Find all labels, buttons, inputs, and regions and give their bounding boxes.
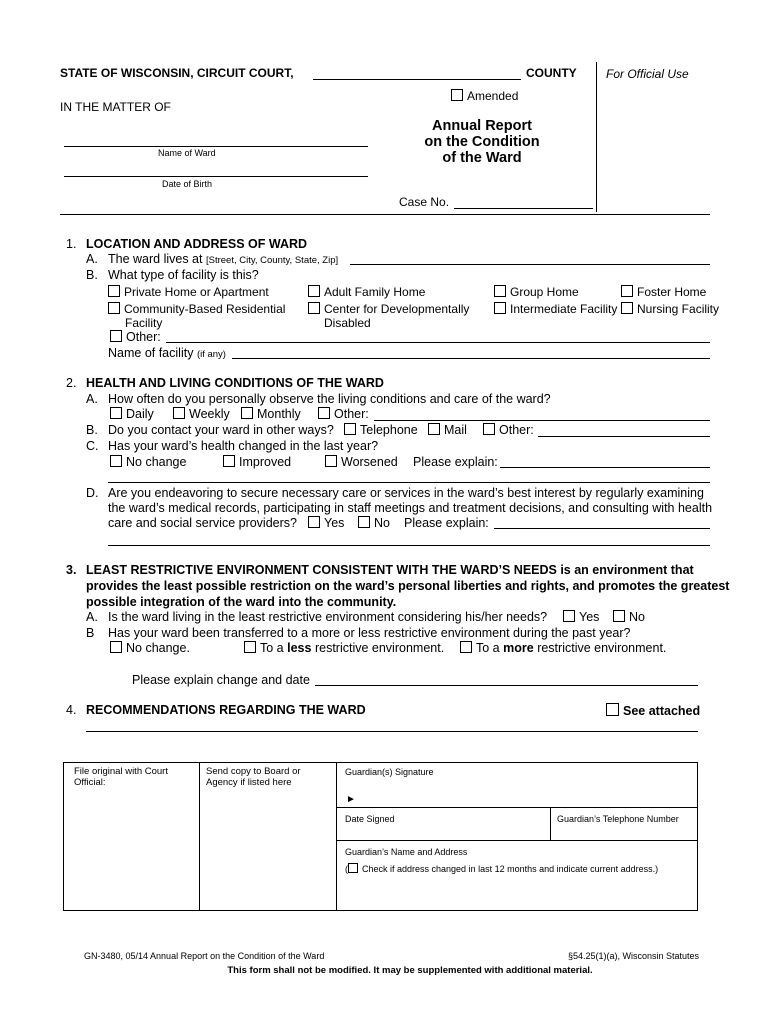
- file-original-label: File original with Court Official:: [74, 766, 168, 788]
- s1-a-row: [108, 252, 338, 266]
- checkbox[interactable]: [308, 285, 320, 297]
- checkbox[interactable]: [494, 302, 506, 314]
- s1-b-text: What type of facility is this?: [108, 268, 259, 282]
- guardian-phone-label[interactable]: Guardian’s Telephone Number: [557, 814, 679, 824]
- address-changed-checkbox[interactable]: [348, 863, 358, 873]
- s1-a-hint: [Street, City, County, State, Zip]: [205, 255, 339, 266]
- s2-c-letter: C.: [86, 439, 99, 453]
- opt-center-dd-line2: Disabled: [324, 316, 371, 330]
- checkbox[interactable]: [110, 641, 122, 653]
- care-explain-line-2[interactable]: [108, 545, 710, 546]
- amended-label: Amended: [467, 89, 519, 103]
- s3-title-line2: provides the least possible restriction on the ward’s personal liberties and rights, and promotes the greatest: [86, 579, 730, 593]
- matter-of-label: IN THE MATTER OF: [60, 100, 171, 114]
- transfer-more[interactable]: [460, 641, 666, 655]
- official-use-divider: [596, 62, 597, 212]
- care-explain-label: Please explain:: [404, 516, 489, 530]
- opt-foster-home[interactable]: [621, 285, 706, 299]
- s3-a-letter: A.: [86, 610, 98, 624]
- health-no-change[interactable]: [110, 455, 186, 469]
- opt-label: Yes: [579, 610, 600, 624]
- sig-divider-3: [550, 807, 551, 840]
- ward-name-line[interactable]: [64, 146, 368, 147]
- checkbox[interactable]: [108, 285, 120, 297]
- s2-d-letter: D.: [86, 486, 99, 500]
- checkbox[interactable]: [494, 285, 506, 297]
- facility-other-line[interactable]: [166, 342, 710, 343]
- explain-change-label: Please explain change and date: [132, 673, 310, 687]
- amended-checkbox-row[interactable]: [451, 89, 518, 103]
- checkbox[interactable]: [621, 302, 633, 314]
- opt-label: No change.: [126, 641, 190, 655]
- form-id: GN-3480, 05/14 Annual Report on the Condition of the Ward: [84, 951, 325, 961]
- checkbox[interactable]: [344, 423, 356, 435]
- care-yes[interactable]: [308, 516, 344, 530]
- s4-title: RECOMMENDATIONS REGARDING THE WARD: [86, 703, 366, 717]
- header-bottom-rule: [60, 214, 710, 215]
- amended-checkbox[interactable]: [451, 89, 463, 101]
- sign-arrow-icon: ►: [346, 794, 356, 805]
- opt-intermediate[interactable]: [494, 302, 617, 316]
- opt-other[interactable]: [110, 330, 161, 344]
- opt-label: Improved: [239, 455, 292, 469]
- explain-change-line[interactable]: [315, 685, 698, 686]
- checkbox[interactable]: [563, 610, 575, 622]
- freq-other-line[interactable]: [374, 420, 710, 421]
- opt-label: No: [374, 516, 390, 530]
- title-line-3: of the Ward: [442, 150, 522, 166]
- care-explain-line[interactable]: [494, 528, 710, 529]
- opt-label: restrictive environment.: [314, 641, 445, 655]
- facility-name-hint: (if any): [196, 349, 226, 360]
- footer-notice: This form shall not be modified. It may be supplemented with additional material.: [227, 965, 593, 976]
- opt-label: Other:: [499, 423, 534, 437]
- s1-b-letter: B.: [86, 268, 98, 282]
- opt-label: restrictive environment.: [537, 641, 667, 655]
- opt-label: Monthly: [257, 407, 301, 421]
- checkbox[interactable]: [244, 641, 256, 653]
- facility-name-row: [108, 346, 226, 360]
- checkbox[interactable]: [483, 423, 495, 435]
- date-signed-label[interactable]: Date Signed: [345, 814, 395, 824]
- opt-cbrf[interactable]: [108, 302, 285, 316]
- paren: (: [345, 864, 348, 874]
- s1-a-text: The ward lives at: [108, 252, 203, 266]
- s2-c-text: Has your ward’s health changed in the last year?: [108, 439, 379, 453]
- opt-group-home[interactable]: [494, 285, 579, 299]
- case-no-line[interactable]: [454, 208, 593, 209]
- lre-no[interactable]: [613, 610, 645, 624]
- s2-number: 2.: [66, 376, 77, 390]
- facility-name-label: Name of facility: [108, 346, 194, 360]
- opt-label: Intermediate Facility: [510, 302, 618, 316]
- opt-cbrf-line2: Facility: [125, 316, 163, 330]
- opt-label: To a: [476, 641, 500, 655]
- address-changed-row[interactable]: [345, 863, 658, 874]
- transfer-no-change[interactable]: [110, 641, 190, 655]
- contact-mail[interactable]: [428, 423, 467, 437]
- opt-label: Mail: [444, 423, 467, 437]
- opt-label: Community-Based Residential: [124, 302, 286, 316]
- s2-d-line3: care and social service providers?: [108, 516, 297, 530]
- address-changed-label: Check if address changed in last 12 months and indicate current address.): [362, 864, 659, 874]
- opt-label: No change: [126, 455, 187, 469]
- transfer-less[interactable]: [244, 641, 444, 655]
- s4-number: 4.: [66, 703, 77, 717]
- freq-daily[interactable]: [110, 407, 154, 421]
- health-explain-line[interactable]: [500, 467, 710, 468]
- opt-label: Other:: [334, 407, 369, 421]
- checkbox[interactable]: [241, 407, 253, 419]
- checkbox[interactable]: [318, 407, 330, 419]
- s2-d-line1: Are you endeavoring to secure necessary care or services in the ward’s best interest by regularly examining: [108, 486, 704, 500]
- see-attached[interactable]: [606, 703, 700, 718]
- opt-label: Foster Home: [637, 285, 707, 299]
- checkbox[interactable]: [110, 455, 122, 467]
- freq-weekly[interactable]: [173, 407, 230, 421]
- opt-adult-family-home[interactable]: [308, 285, 425, 299]
- s3-number: 3.: [66, 563, 77, 577]
- case-no-label: Case No.: [399, 195, 450, 209]
- opt-nursing[interactable]: [621, 302, 719, 316]
- care-no[interactable]: [358, 516, 390, 530]
- opt-label: Other:: [126, 330, 161, 344]
- s1-title: LOCATION AND ADDRESS OF WARD: [86, 237, 308, 251]
- recommendations-line[interactable]: [86, 731, 698, 732]
- opt-label: No: [629, 610, 645, 624]
- checkbox[interactable]: [358, 516, 370, 528]
- s3-b-text: Has your ward been transferred to a more or less restrictive environment during the past year?: [108, 626, 631, 640]
- opt-center-dd[interactable]: [308, 302, 469, 316]
- s2-title: HEALTH AND LIVING CONDITIONS OF THE WARD: [86, 376, 384, 390]
- contact-other-line[interactable]: [538, 436, 710, 437]
- county-label: COUNTY: [526, 66, 577, 80]
- name-of-ward-caption: Name of Ward: [158, 148, 216, 158]
- opt-label: Telephone: [360, 423, 418, 437]
- ward-address-line[interactable]: [350, 264, 710, 265]
- title-line-1: Annual Report: [432, 118, 532, 134]
- official-use-label: For Official Use: [606, 67, 689, 81]
- health-explain-label: Please explain:: [413, 455, 498, 469]
- s1-number: 1.: [66, 237, 77, 251]
- county-blank-line[interactable]: [313, 79, 521, 80]
- checkbox[interactable]: [308, 516, 320, 528]
- checkbox[interactable]: [308, 302, 320, 314]
- title-line-2: on the Condition: [424, 134, 540, 150]
- s3-b-letter: B: [86, 626, 95, 640]
- checkbox[interactable]: [606, 703, 619, 716]
- s2-a-letter: A.: [86, 392, 98, 406]
- opt-label: Adult Family Home: [324, 285, 426, 299]
- dob-caption: Date of Birth: [162, 179, 213, 189]
- opt-private-home[interactable]: [108, 285, 269, 299]
- guardian-signature-label: Guardian(s) Signature: [345, 767, 434, 777]
- opt-label: To a: [260, 641, 284, 655]
- checkbox[interactable]: [223, 455, 235, 467]
- name-address-label: Guardian’s Name and Address: [345, 847, 468, 857]
- less-emphasis: less: [287, 641, 312, 655]
- checkbox[interactable]: [173, 407, 185, 419]
- freq-monthly[interactable]: [241, 407, 301, 421]
- checkbox[interactable]: [110, 330, 122, 342]
- sig-hline-1: [336, 807, 697, 808]
- opt-label: Center for Developmentally: [324, 302, 470, 316]
- opt-label: Private Home or Apartment: [124, 285, 269, 299]
- health-improved[interactable]: [223, 455, 291, 469]
- s2-d-line2: the ward’s medical records, participating in staff meetings and treatment decisions, and consulting with health: [108, 501, 713, 515]
- health-explain-line-2[interactable]: [108, 482, 710, 483]
- opt-label: Weekly: [189, 407, 230, 421]
- court-heading: STATE OF WISCONSIN, CIRCUIT COURT,: [60, 66, 294, 80]
- checkbox[interactable]: [110, 407, 122, 419]
- health-worsened[interactable]: [325, 455, 398, 469]
- contact-other[interactable]: [483, 423, 534, 437]
- s2-b-letter: B.: [86, 423, 98, 437]
- checkbox[interactable]: [621, 285, 633, 297]
- s2-b-text: Do you contact your ward in other ways?: [108, 423, 334, 437]
- facility-name-line[interactable]: [232, 358, 710, 359]
- checkbox[interactable]: [325, 455, 337, 467]
- send-copy-label: Send copy to Board or Agency if listed here: [206, 766, 301, 788]
- opt-label: Yes: [324, 516, 345, 530]
- opt-label: Daily: [126, 407, 154, 421]
- checkbox[interactable]: [460, 641, 472, 653]
- checkbox[interactable]: [428, 423, 440, 435]
- statute-ref: §54.25(1)(a), Wisconsin Statutes: [568, 951, 700, 961]
- more-emphasis: more: [503, 641, 534, 655]
- sig-divider-2: [336, 762, 337, 910]
- s3-title-line1: LEAST RESTRICTIVE ENVIRONMENT CONSISTENT WITH THE WARD’S NEEDS is an environment that: [86, 563, 694, 577]
- dob-line[interactable]: [64, 176, 368, 177]
- s3-a-text: Is the ward living in the least restrictive environment considering his/her needs?: [108, 610, 548, 624]
- lre-yes[interactable]: [563, 610, 599, 624]
- opt-label: See attached: [623, 704, 701, 718]
- opt-label: Nursing Facility: [637, 302, 720, 316]
- freq-other[interactable]: [318, 407, 369, 421]
- contact-telephone[interactable]: [344, 423, 418, 437]
- sig-divider-1: [199, 762, 200, 910]
- checkbox[interactable]: [613, 610, 625, 622]
- s1-a-letter: A.: [86, 252, 98, 266]
- checkbox[interactable]: [108, 302, 120, 314]
- opt-label: Worsened: [341, 455, 398, 469]
- form-title: [382, 118, 582, 166]
- s2-a-text: How often do you personally observe the living conditions and care of the ward?: [108, 392, 551, 406]
- opt-label: Group Home: [510, 285, 579, 299]
- sig-hline-2: [336, 840, 697, 841]
- s3-title-line3: possible integration of the ward into the community.: [86, 595, 397, 609]
